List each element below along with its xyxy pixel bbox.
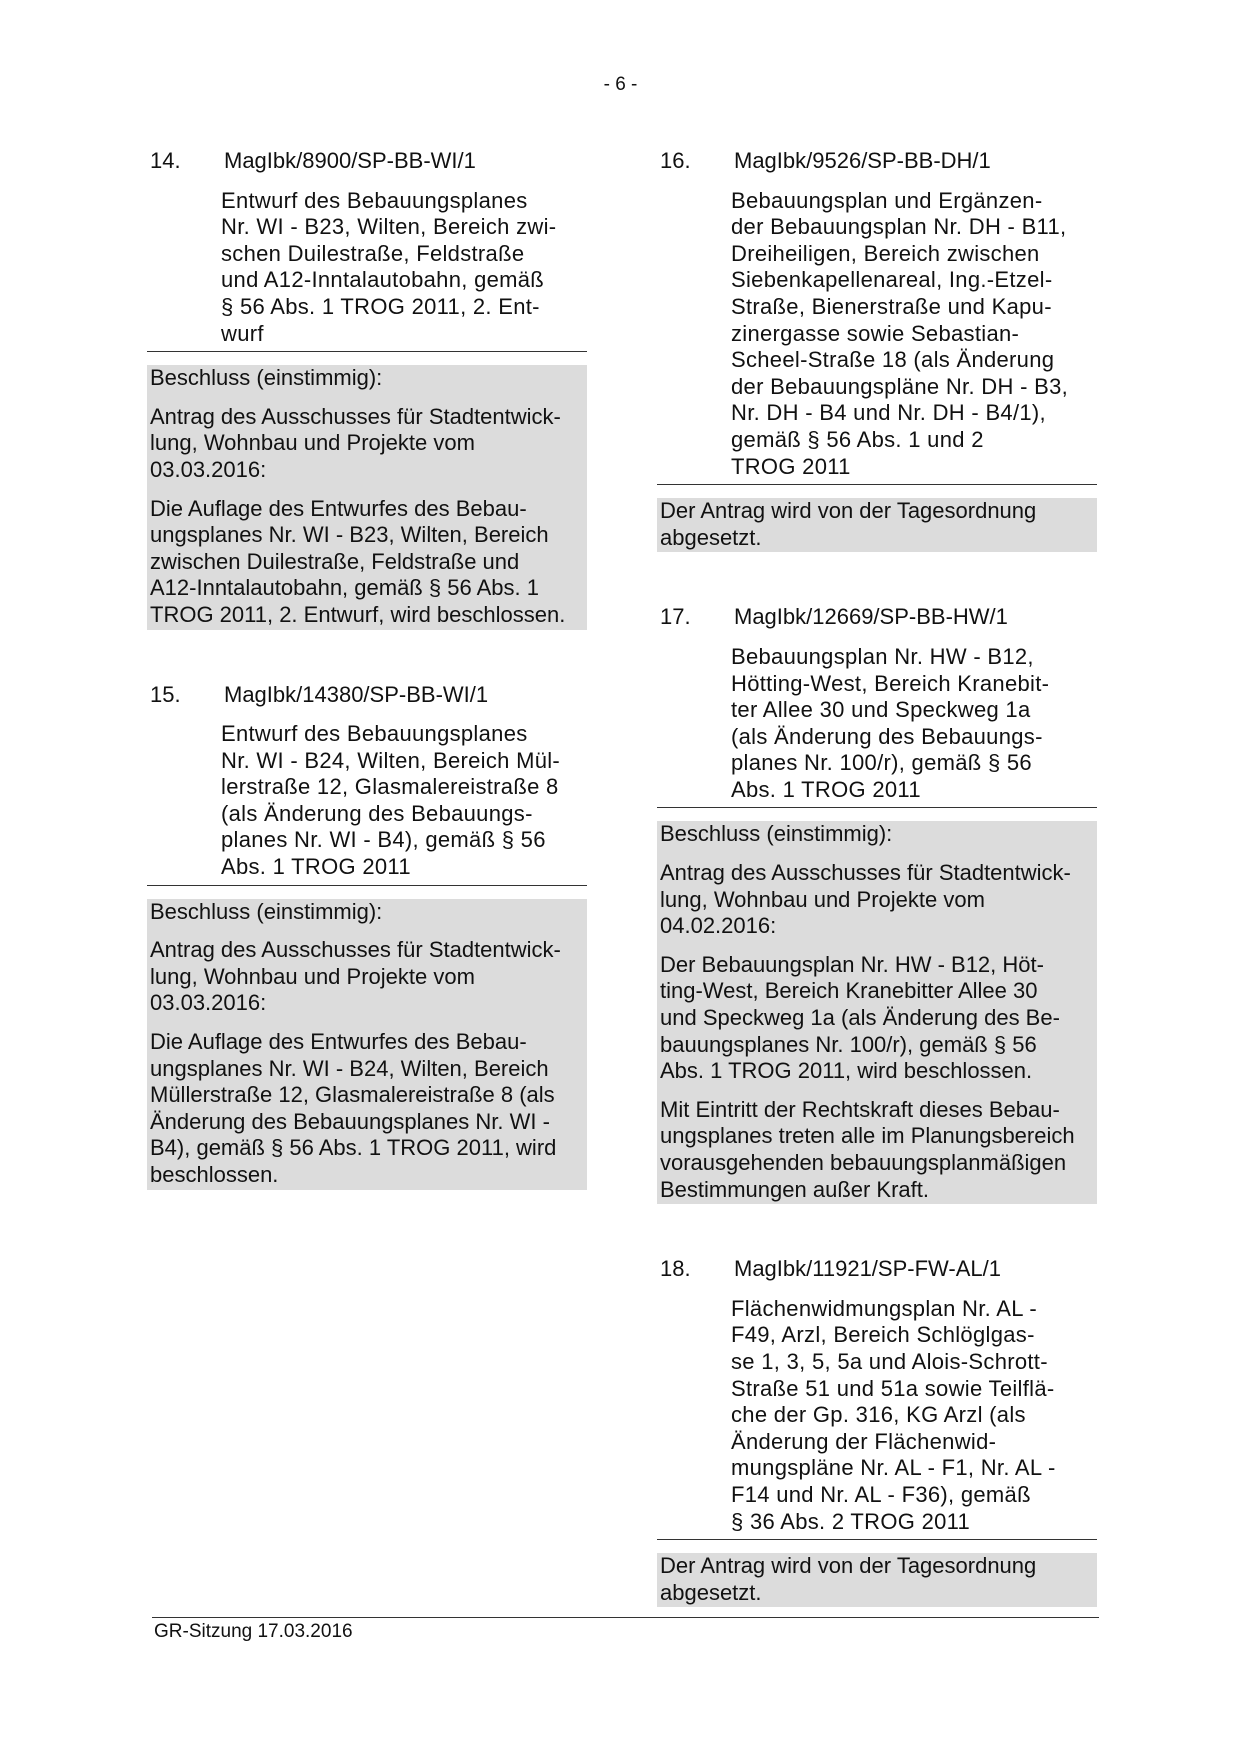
text-line: zwischen Duilestraße, Feldstraße und [150,548,520,574]
decision-paragraph [660,498,1094,551]
text-line: gemäß § 56 Abs. 1 und 2 [731,426,984,452]
agenda-item [147,148,587,630]
text-line: Der Antrag wird von der Tagesordnung [660,498,1037,524]
text-line: Beschluss (einstimmig): [660,821,893,847]
text-line: bauungsplanes Nr. 100/r), gemäß § 56 [660,1031,1037,1057]
text-line: der Bebauungspläne Nr. DH - B3, [731,373,1069,399]
text-line: Beschluss (einstimmig): [150,365,383,391]
decision-box [657,1553,1097,1607]
text-line: ter Allee 30 und Speckweg 1a [731,697,1031,723]
decision-paragraph [150,365,584,392]
text-line: Bebauungsplan Nr. HW - B12, [731,643,1034,669]
text-line: Dreiheiligen, Bereich zwischen [731,240,1040,266]
text-line: Der Bebauungsplan Nr. HW - B12, Höt- [660,951,1044,977]
text-line: lung, Wohnbau und Projekte vom [660,886,985,912]
text-line: planes Nr. 100/r), gemäß § 56 [731,750,1032,776]
text-line: planes Nr. WI - B4), gemäß § 56 [221,827,546,853]
text-line: Abs. 1 TROG 2011 [731,776,921,802]
text-line: Bebauungsplan und Ergänzen- [731,187,1043,213]
text-line: ting-West, Bereich Kranebitter Allee 30 [660,978,1038,1004]
text-line: lerstraße 12, Glasmalereistraße 8 [221,774,559,800]
item-number: 15. [150,681,181,707]
item-header [150,148,587,175]
agenda-item [657,148,1097,552]
decision-box [147,899,587,1190]
page-number: - 6 - [603,74,638,95]
item-reference: MagIbk/12669/SP-BB-HW/1 [734,604,1008,630]
text-line: vorausgehenden bebauungsplanmäßigen [660,1150,1067,1175]
item-divider [657,807,1097,808]
text-line: beschlossen. [150,1162,279,1187]
text-line: ungsplanes Nr. WI - B24, Wilten, Bereich [150,1055,549,1081]
text-line: Nr. DH - B4 und Nr. DH - B4/1), [731,400,1046,426]
text-line: Beschluss (einstimmig): [150,898,383,924]
right-column [657,148,1097,1659]
agenda-item [147,682,587,1190]
text-line: B4), gemäß § 56 Abs. 1 TROG 2011, wird [150,1135,557,1161]
text-line: Straße 51 und 51a sowie Teilflä- [731,1375,1055,1401]
item-title [147,188,587,348]
item-reference: MagIbk/9526/SP-BB-DH/1 [734,148,991,173]
text-line: mungspläne Nr. AL - F1, Nr. AL - [731,1455,1056,1481]
text-line: und Speckweg 1a (als Änderung des Be- [660,1005,1060,1031]
text-line: Bestimmungen außer Kraft. [660,1176,930,1202]
text-line: Antrag des Ausschusses für Stadtentwick- [660,860,1071,886]
text-line: Entwurf des Bebauungsplanes [221,721,528,747]
text-line: lung, Wohnbau und Projekte vom [150,430,475,456]
text-line: Antrag des Ausschusses für Stadtentwick- [150,937,561,963]
text-line: F14 und Nr. AL - F36), gemäß [731,1481,1031,1507]
text-line: F49, Arzl, Bereich Schlöglgas- [731,1322,1035,1348]
text-line: lung, Wohnbau und Projekte vom [150,963,475,989]
text-line: ungsplanes treten alle im Planungsbereich [660,1123,1075,1149]
decision-paragraph [660,1553,1094,1606]
item-header [660,1256,1097,1283]
text-line: A12-Inntalautobahn, gemäß § 56 Abs. 1 [150,575,539,601]
item-header [660,148,1097,175]
text-line: 04.02.2016: [660,913,777,939]
decision-box [147,365,587,629]
decision-box [657,821,1097,1204]
text-line: Nr. WI - B24, Wilten, Bereich Mül- [221,747,561,773]
decision-box [657,498,1097,552]
text-line: ungsplanes Nr. WI - B23, Wilten, Bereich [150,522,549,548]
item-reference: MagIbk/11921/SP-FW-AL/1 [734,1256,1001,1282]
decision-paragraph [150,496,584,629]
text-line: abgesetzt. [660,1579,762,1605]
item-title [147,721,587,881]
decision-paragraph [150,899,584,926]
text-line: Abs. 1 TROG 2011 [221,854,411,880]
agenda-item [657,604,1097,1204]
text-line: und A12-Inntalautobahn, gemäß [221,267,545,293]
item-number: 14. [150,148,181,173]
text-line: TROG 2011, 2. Entwurf, wird beschlossen. [150,601,566,627]
item-divider [657,484,1097,485]
text-line: 03.03.2016: [150,990,267,1016]
text-line: Hötting-West, Bereich Kranebit- [731,670,1050,696]
item-divider [147,351,587,352]
item-header [660,604,1097,631]
text-line: Änderung des Bebauungsplanes Nr. WI - [150,1108,550,1134]
item-number: 17. [660,604,691,630]
item-number: 18. [660,1256,691,1282]
footer-text: GR-Sitzung 17.03.2016 [154,1621,353,1642]
item-number: 16. [660,148,691,173]
item-reference: MagIbk/8900/SP-BB-WI/1 [224,148,476,173]
text-line: Der Antrag wird von der Tagesordnung [660,1553,1037,1579]
text-line: Scheel-Straße 18 (als Änderung [731,347,1055,373]
text-line: schen Duilestraße, Feldstraße [221,240,525,266]
left-column [147,148,587,1242]
text-line: Die Auflage des Entwurfes des Bebau- [150,495,527,521]
text-line: Mit Eintritt der Rechtskraft dieses Bebau- [660,1096,1060,1122]
text-line: zinergasse sowie Sebastian- [731,320,1020,346]
decision-paragraph [150,1029,584,1189]
item-title [657,188,1097,481]
item-divider [147,885,587,886]
text-line: Siebenkapellenareal, Ing.-Etzel- [731,267,1053,293]
decision-paragraph [150,937,584,1017]
decision-paragraph [660,1097,1094,1203]
text-line: Flächenwidmungsplan Nr. AL - [731,1295,1037,1321]
text-line: che der Gp. 316, KG Arzl (als [731,1402,1026,1428]
agenda-item [657,1256,1097,1607]
item-reference: MagIbk/14380/SP-BB-WI/1 [224,681,489,707]
text-line: Antrag des Ausschusses für Stadtentwick- [150,403,561,429]
decision-paragraph [660,952,1094,1085]
text-line: TROG 2011 [731,453,851,479]
text-line: § 56 Abs. 1 TROG 2011, 2. Ent- [221,293,540,319]
decision-paragraph [660,821,1094,848]
item-divider [657,1539,1097,1540]
text-line: der Bebauungsplan Nr. DH - B11, [731,214,1067,240]
text-line: Straße, Bienerstraße und Kapu- [731,293,1052,319]
item-title [657,1296,1097,1535]
item-header [150,682,587,709]
text-line: abgesetzt. [660,524,762,550]
text-line: 03.03.2016: [150,456,267,482]
text-line: Müllerstraße 12, Glasmalereistraße 8 (als [150,1082,555,1108]
text-line: wurf [221,320,264,346]
text-line: § 36 Abs. 2 TROG 2011 [731,1508,971,1534]
text-line: Änderung der Flächenwid- [731,1428,997,1454]
text-line: Nr. WI - B23, Wilten, Bereich zwi- [221,214,557,240]
text-line: Entwurf des Bebauungsplanes [221,187,528,213]
text-line: se 1, 3, 5, 5a und Alois-Schrott- [731,1348,1048,1374]
decision-paragraph [150,404,584,484]
item-title [657,644,1097,804]
text-line: (als Änderung des Bebauungs- [731,723,1043,749]
text-line: Die Auflage des Entwurfes des Bebau- [150,1029,527,1055]
text-line: (als Änderung des Bebauungs- [221,800,533,826]
text-line: Abs. 1 TROG 2011, wird beschlossen. [660,1058,1033,1084]
decision-paragraph [660,860,1094,940]
footer-divider [152,1617,1099,1618]
